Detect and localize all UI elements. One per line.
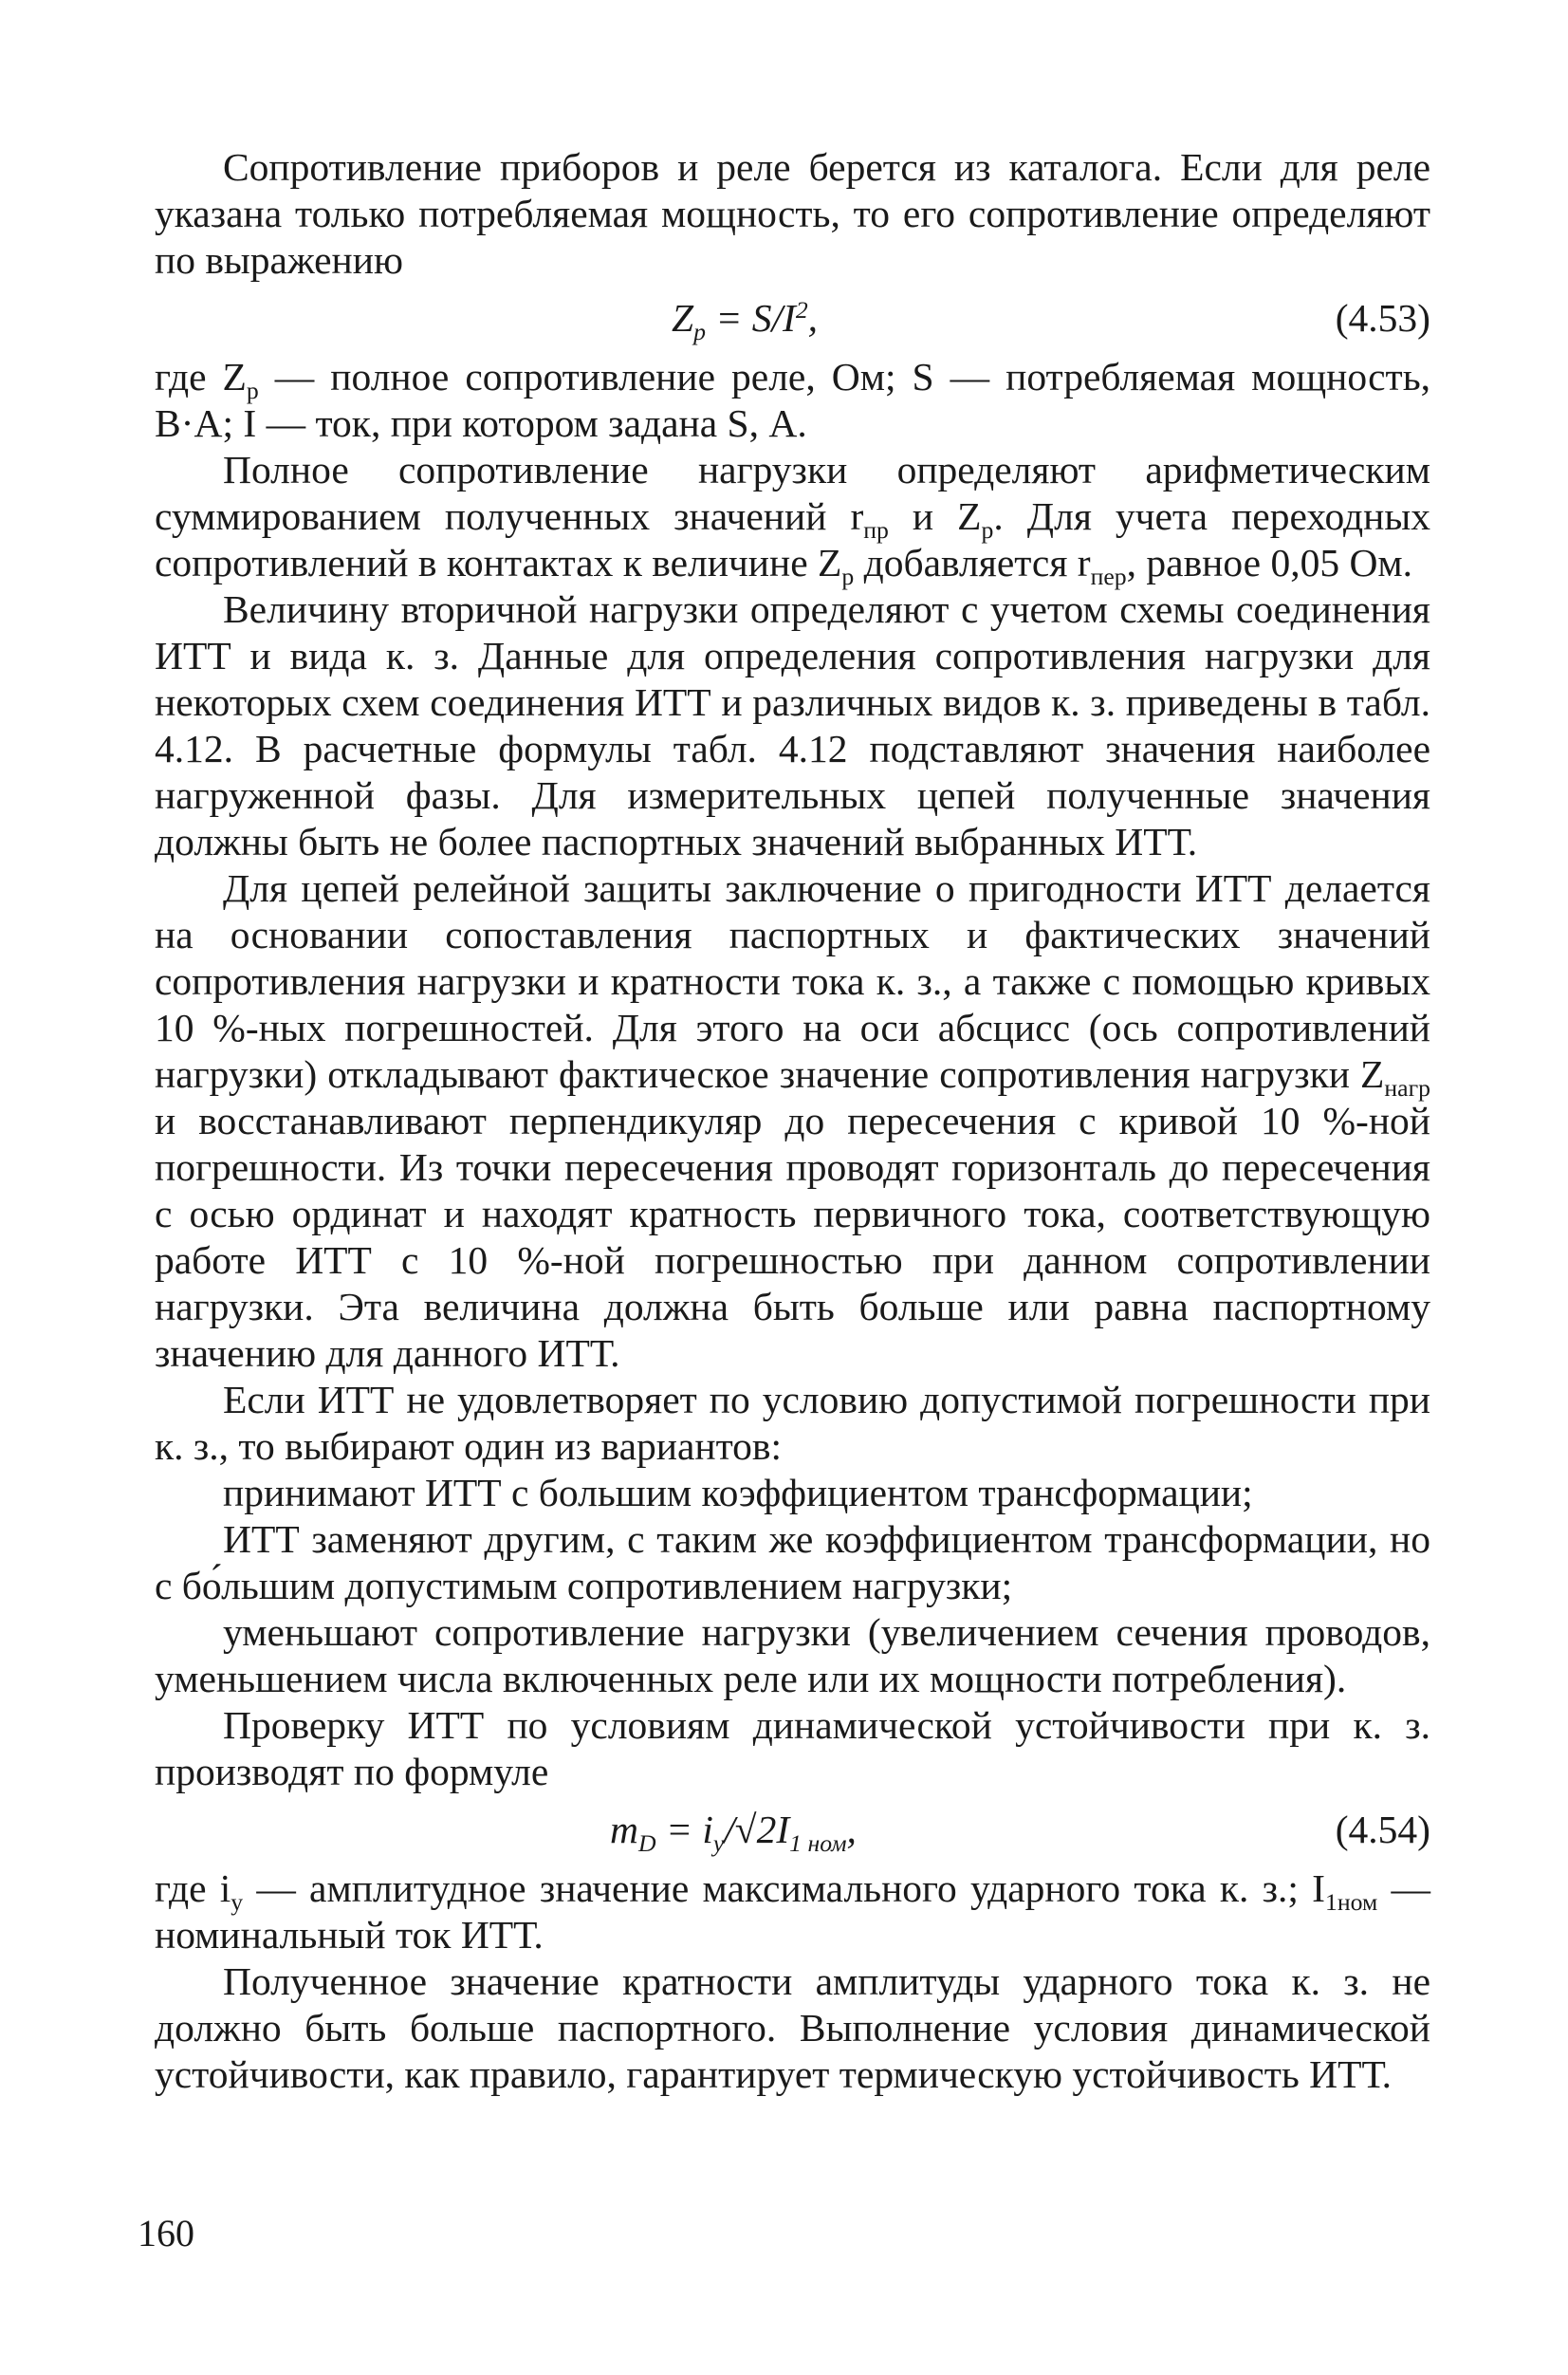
paragraph-options-intro: Если ИТТ не удовлетворяет по условию допустимой погрешности при к. з., то выбирают один из вариантов: — [155, 1378, 1430, 1468]
paragraph-secondary-load: Величину вторичной нагрузки определяют с учетом схемы соединения ИТТ и вида к. з. Данные для определения сопротивления нагрузки для некоторых схем соединения ИТТ и различных видов к. з. приведены в табл. 4.12. В расчетные формулы табл. 4.12 подставляют значения наиболее нагруженной фазы. Для измерительных цепей полученные значения должны быть не более паспортных значений выбранных ИТТ. — [155, 587, 1430, 863]
formula-4-54-expression: $m_D = i_у/√2I_{1 ном}$, — [610, 1808, 857, 1857]
paragraph-full-load-resistance: Полное сопротивление нагрузки определяют арифметическим суммированием полученных значений $r_{пр}$ и $Z_р$. Для учета переходных сопротивлений в контактах к величине $Z_р$ добавляется $r_{пер}$, равное 0,05 Ом. — [155, 448, 1430, 590]
formula-4-54 — [155, 1803, 1430, 1860]
page-body — [155, 144, 1430, 2098]
paragraph-relay-resistance: Сопротивление приборов и реле берется из каталога. Если для реле указана только потребляемая мощность, то его сопротивление определяют по выражению — [155, 145, 1430, 282]
formula-4-54-number: (4.54) — [1335, 1808, 1430, 1851]
page-number: 160 — [138, 2212, 194, 2254]
where-clause-4-54: где $i_у$ — амплитудное значение максимального ударного тока к. з.; $I_{1ном}$ — номинальный ток ИТТ. — [155, 1866, 1430, 1957]
paragraph-option-2: ИТТ заменяют другим, с таким же коэффициентом трансформации, но с бо́льшим допустимым сопротивлением нагрузки; — [155, 1517, 1430, 1607]
paragraph-option-3: уменьшают сопротивление нагрузки (увеличением сечения проводов, уменьшением числа включенных реле или их мощности потребления). — [155, 1610, 1430, 1700]
formula-4-53-expression: $Z_р = S/I^2$, — [672, 295, 819, 345]
paragraph-conclusion: Полученное значение кратности амплитуды ударного тока к. з. не должно быть больше паспортного. Выполнение условия динамической устойчивости, как правило, гарантирует термическую устойчивость ИТТ. — [155, 1959, 1430, 2096]
where-clause-4-53: где $Z_р$ — полное сопротивление реле, Ом; S — потребляемая мощность, В·А; I — ток, при котором задана S, А. — [155, 355, 1430, 445]
paragraph-option-1: принимают ИТТ с большим коэффициентом трансформации; — [223, 1471, 1253, 1514]
formula-4-53-number: (4.53) — [1335, 296, 1430, 340]
formula-4-53 — [155, 291, 1430, 348]
paragraph-relay-protection: Для цепей релейной защиты заключение о пригодности ИТТ делается на основании сопоставления паспортных и фактических значений сопротивления нагрузки и кратности тока к. з., а также с помощью кривых 10 %-ных погрешностей. Для этого на оси абсцисс (ось сопротивлений нагрузки) откладывают фактическое значение сопротивления нагрузки $Z_{нагр}$ и восстанавливают перпендикуляр до пересечения с кривой 10 %-ной погрешности. Из точки пересечения проводят горизонталь до пересечения с осью ординат и находят кратность первичного тока, соответствующую работе ИТТ с 10 %-ной погрешностью при данном сопротивлении нагрузки. Эта величина должна быть больше или равна паспортному значению для данного ИТТ. — [155, 866, 1430, 1375]
paragraph-dynamic-check: Проверку ИТТ по условиям динамической устойчивости при к. з. производят по формуле — [155, 1703, 1430, 1793]
